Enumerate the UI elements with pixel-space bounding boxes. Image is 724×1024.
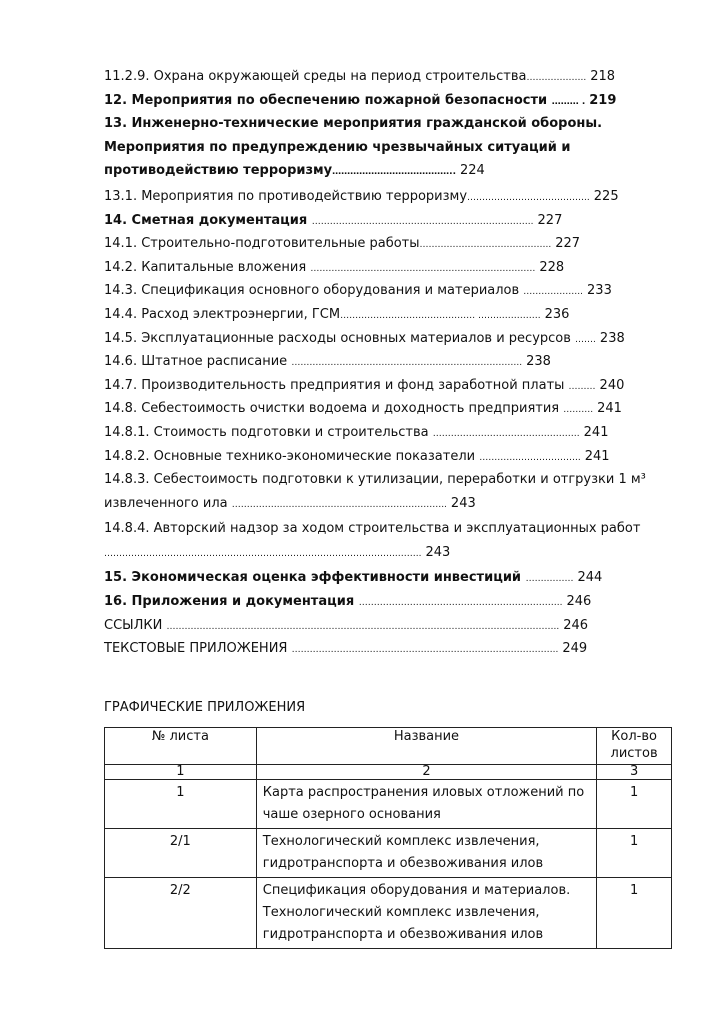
toc-entry-text: 13. Инженерно-технические мероприятия гражданской обороны. Мероприятия по предупреждению чрезвычайных ситуаций и противодействию терроризму xyxy=(104,116,603,179)
table-of-contents xyxy=(104,65,676,661)
toc-leader-dots: ………………………………………………………….. xyxy=(358,598,563,609)
toc-leader-dots: ………………………………….. xyxy=(332,167,456,178)
sheet-number-cell: 2/1 xyxy=(105,829,257,878)
toc-page-number: 241 xyxy=(597,401,622,417)
toc-entry-text: ССЫЛКИ xyxy=(104,617,163,633)
toc-page-number: 244 xyxy=(577,570,603,586)
toc-leader-dots: ……………………………………… ……..…………. xyxy=(340,310,541,321)
toc-page-number: 249 xyxy=(562,641,588,657)
toc-leader-dots: ……………………………………………………………….. xyxy=(311,216,534,227)
table-header-row xyxy=(105,728,672,765)
toc-entry-text: 12. Мероприятия по обеспечению пожарной безопасности xyxy=(104,92,548,108)
toc-page-number: 241 xyxy=(583,424,609,440)
toc-page-number: 219 xyxy=(589,92,617,108)
toc-page-number: 246 xyxy=(566,594,592,610)
toc-entry[interactable] xyxy=(104,89,676,113)
toc-page-number: 218 xyxy=(590,69,616,84)
header-title: Название xyxy=(256,728,596,765)
header-sheet-count: Кол-во листов xyxy=(597,728,672,765)
toc-page-number: 225 xyxy=(593,188,619,204)
toc-page-number: 246 xyxy=(563,617,589,633)
sheet-number-cell: 2/2 xyxy=(105,878,257,949)
toc-entry-text: 14.8.1. Стоимость подготовки и строительства xyxy=(104,424,429,440)
toc-entry[interactable] xyxy=(104,637,676,661)
toc-entry-text: 14.8.4. Авторский надзор за ходом строительства и эксплуатационных работ xyxy=(104,521,641,537)
toc-entry-text: 14.1. Строительно-подготовительные работы xyxy=(104,236,420,252)
toc-leader-dots: ………………………………………………………………… xyxy=(310,263,536,274)
toc-leader-dots: ………. xyxy=(563,405,594,416)
toc-entry[interactable] xyxy=(104,112,676,185)
toc-entry[interactable] xyxy=(104,445,676,469)
column-number-row xyxy=(105,765,672,780)
toc-entry-text: 14.5. Эксплуатационные расходы основных материалов и ресурсов xyxy=(104,330,571,346)
toc-entry[interactable] xyxy=(104,468,676,517)
toc-entry-text: 14.8. Себестоимость очистки водоема и доходность предприятия xyxy=(104,401,560,417)
toc-leader-dots: …………………………………………………………………………….. xyxy=(291,645,559,656)
toc-leader-dots: ……………….. xyxy=(526,73,587,83)
toc-entry[interactable] xyxy=(104,350,676,374)
toc-entry[interactable] xyxy=(104,566,676,590)
column-number: 2 xyxy=(256,765,596,780)
toc-page-number: 240 xyxy=(599,377,625,393)
toc-entry-text: 11.2.9. Охрана окружающей среды на период строительства xyxy=(104,69,527,84)
toc-entry[interactable] xyxy=(104,303,676,327)
toc-leader-dots: ……………..……………………………..……………….. xyxy=(231,499,447,510)
toc-entry[interactable] xyxy=(104,421,676,445)
toc-page-number: 243 xyxy=(425,544,451,560)
sheet-name-cell: Технологический комплекс извлечения, гидротранспорта и обезвоживания илов xyxy=(256,829,596,878)
toc-leader-dots: …………………………………….. xyxy=(419,240,552,251)
toc-page-number: 224 xyxy=(460,163,485,179)
toc-page-number: 243 xyxy=(450,495,476,511)
toc-leader-dots: ……………….. xyxy=(523,287,584,298)
graphics-appendix-table xyxy=(104,727,672,949)
toc-leader-dots: …………………………………………. xyxy=(432,428,580,439)
sheet-name-cell: Карта распространения иловых отложений по чаше озерного основания xyxy=(256,780,596,829)
toc-page-number: 238 xyxy=(526,354,551,370)
toc-entry[interactable] xyxy=(104,517,676,566)
toc-entry-text: 14.8.2. Основные технико-экономические показатели xyxy=(104,448,476,464)
toc-leader-dots: ………………………………………………………………………………………………………………….. xyxy=(166,621,560,632)
toc-entry-text: 14. Сметная документация xyxy=(104,212,308,228)
toc-entry-text: 13.1. Мероприятия по противодействию терроризму xyxy=(104,188,468,204)
sheet-count-cell: 1 xyxy=(597,829,672,878)
toc-entry[interactable] xyxy=(104,590,676,614)
toc-page-number: 241 xyxy=(584,448,610,464)
toc-entry[interactable] xyxy=(104,185,676,209)
sheet-number-cell: 1 xyxy=(105,780,257,829)
column-number: 1 xyxy=(105,765,257,780)
toc-entry[interactable] xyxy=(104,232,676,256)
toc-leader-dots: ……………………………………………………………………………………..…….. xyxy=(104,548,422,559)
toc-page-number: 227 xyxy=(537,212,563,228)
toc-page-number: 238 xyxy=(599,330,625,346)
toc-leader-dots: ……… xyxy=(568,381,596,392)
table-row xyxy=(105,878,672,949)
toc-entry-text: 14.2. Капитальные вложения xyxy=(104,259,307,275)
column-number: 3 xyxy=(597,765,672,780)
toc-entry[interactable] xyxy=(104,209,676,233)
sheet-count-cell: 1 xyxy=(597,878,672,949)
toc-leader-dots: …….……… xyxy=(525,574,574,585)
toc-entry-text: 14.4. Расход электроэнергии, ГСМ xyxy=(104,306,341,322)
sheet-name-cell: Спецификация оборудования и материалов. Технологический комплекс извлечения, гидротранспорта и обезвоживания илов xyxy=(256,878,596,949)
toc-page-number: 227 xyxy=(555,236,581,252)
toc-entry-text: 14.8.3. Себестоимость подготовки к утилизации, переработки и отгрузки 1 м³ извлеченного ила xyxy=(104,472,646,511)
sheet-count-cell: 1 xyxy=(597,780,672,829)
toc-leader-dots: ……… . xyxy=(551,96,586,107)
graphics-appendix-title: ГРАФИЧЕСКИЕ ПРИЛОЖЕНИЯ xyxy=(104,700,306,715)
toc-entry-text: 15. Экономическая оценка эффективности инвестиций xyxy=(104,570,522,586)
toc-leader-dots: ……. xyxy=(575,334,596,345)
toc-entry[interactable] xyxy=(104,327,676,351)
toc-entry-text: ТЕКСТОВЫЕ ПРИЛОЖЕНИЯ xyxy=(104,641,288,657)
header-sheet-number: № листа xyxy=(105,728,257,765)
toc-entry[interactable] xyxy=(104,65,676,89)
toc-entry[interactable] xyxy=(104,397,676,421)
toc-entry[interactable] xyxy=(104,279,676,303)
toc-leader-dots: …………..……………….. xyxy=(479,452,581,463)
toc-entry-text: 16. Приложения и документация xyxy=(104,594,355,610)
toc-entry-text: 14.6. Штатное расписание xyxy=(104,354,288,370)
toc-page-number: 228 xyxy=(539,259,565,275)
toc-entry[interactable] xyxy=(104,374,676,398)
toc-entry[interactable] xyxy=(104,614,676,638)
toc-leader-dots: ………………………………….. xyxy=(467,192,590,203)
table-row xyxy=(105,829,672,878)
toc-page-number: 233 xyxy=(587,283,612,299)
toc-entry-text: 14.3. Спецификация основного оборудования и материалов xyxy=(104,283,520,299)
toc-entry[interactable] xyxy=(104,256,676,280)
toc-entry-text: 14.7. Производительность предприятия и фонд заработной платы xyxy=(104,377,565,393)
table-row xyxy=(105,780,672,829)
toc-page-number: 236 xyxy=(544,306,570,322)
toc-leader-dots: ………………………………………………………………….. xyxy=(291,358,523,369)
